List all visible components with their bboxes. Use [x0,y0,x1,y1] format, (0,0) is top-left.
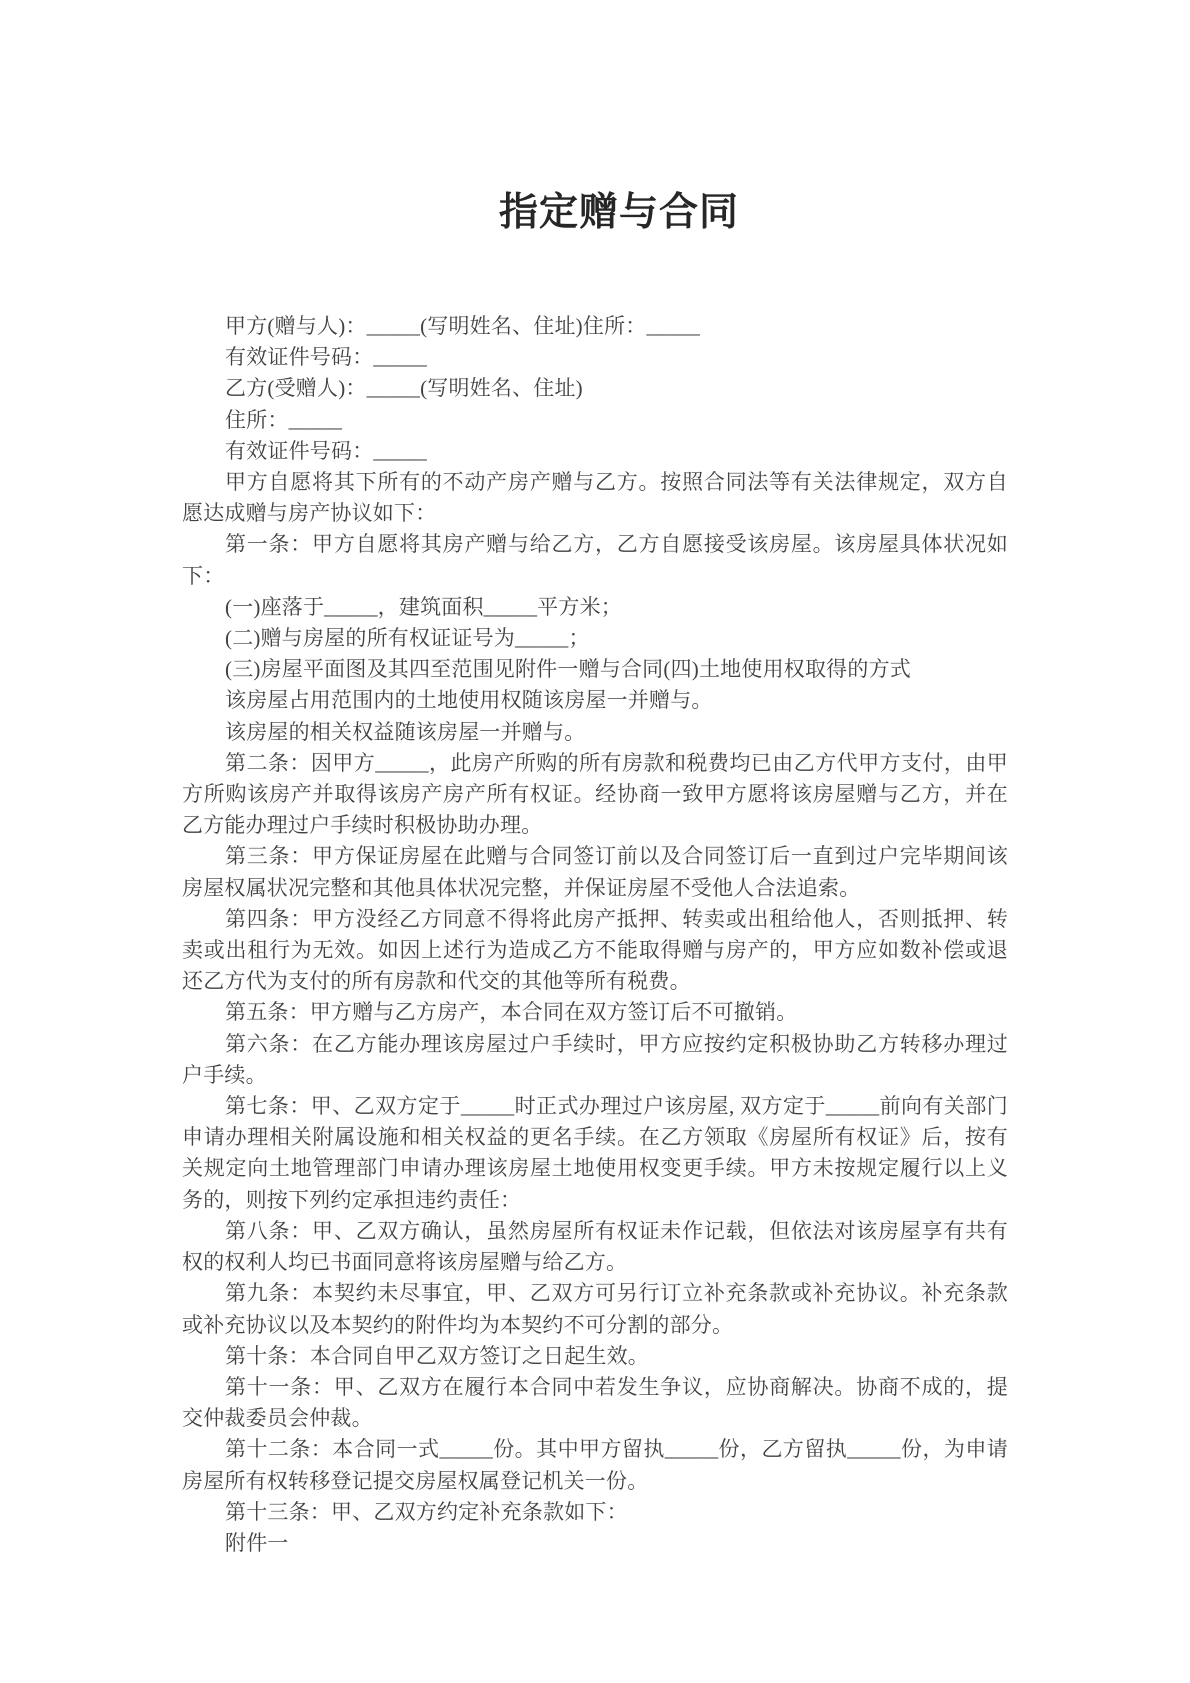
paragraph: (一)座落于_____，建筑面积_____平方米； [225,594,622,619]
paragraph: 第七条：甲、乙双方定于_____时正式办理过户该房屋, 双方定于_____前向有关部门申请办理相关附属设施和相关权益的更名手续。在乙方领取《房屋所有权证》后，按有关规定向土地管理部门申请办理该房屋土地使用权变更手续。甲方未按规定履行以上义务的，则按下列约定承担违约责任： [182,1094,1008,1212]
paragraph: 第二条：因甲方_____，此房产所购的所有房款和税费均已由乙方代甲方支付，由甲方所购该房产并取得该房产房产所有权证。经协商一致甲方愿将该房屋赠与乙方，并在乙方能办理过户手续时积极协助办理。 [182,750,1008,838]
paragraph: 第三条：甲方保证房屋在此赠与合同签订前以及合同签订后一直到过户完毕期间该房屋权属状况完整和其他具体状况完整，并保证房屋不受他人合法追索。 [182,844,1008,900]
paragraph: 甲方自愿将其下所有的不动产房产赠与乙方。按照合同法等有关法律规定，双方自愿达成赠与房产协议如下： [182,470,1008,526]
paragraph: (二)赠与房屋的所有权证证号为_____； [225,626,590,651]
paragraph: 第八条：甲、乙双方确认，虽然房屋所有权证未作记载，但依法对该房屋享有共有权的权利人均已书面同意将该房屋赠与给乙方。 [182,1218,1008,1275]
paragraph: 第十一条：甲、乙双方在履行本合同中若发生争议，应协商解决。协商不成的，提交仲裁委员会仲裁。 [182,1374,1008,1431]
paragraph: 第十条：本合同自甲乙双方签订之日起生效。 [225,1343,649,1368]
paragraph: 第一条：甲方自愿将其房产赠与给乙方，乙方自愿接受该房屋。该房屋具体状况如下： [182,532,1008,588]
paragraph: 有效证件号码：_____ [225,438,427,463]
paragraph: 第十三条：甲、乙双方约定补充条款如下： [225,1499,628,1524]
document-title: 指定赠与合同 [498,191,739,234]
paragraph: 有效证件号码：_____ [225,345,427,370]
paragraph: 第四条：甲方没经乙方同意不得将此房产抵押、转卖或出租给他人，否则抵押、转卖或出租行为无效。如因上述行为造成乙方不能取得赠与房产的，甲方应如数补偿或退还乙方代为支付的所有房款和代交的其他等所有税费。 [182,906,1008,994]
paragraph: 乙方(受赠人)：_____(写明姓名、住址) [225,376,583,401]
paragraph: 第六条：在乙方能办理该房屋过户手续时，甲方应按约定积极协助乙方转移办理过户手续。 [182,1031,1008,1087]
paragraph: 第九条：本契约未尽事宜，甲、乙双方可另行订立补充条款或补充协议。补充条款或补充协议以及本契约的附件均为本契约不可分割的部分。 [182,1281,1008,1337]
paragraph: 该房屋占用范围内的土地使用权随该房屋一并赠与。 [225,688,713,713]
paragraph: 该房屋的相关权益随该房屋一并赠与。 [225,719,586,744]
document-body [182,311,1008,1559]
paragraph: 第五条：甲方赠与乙方房产，本合同在双方签订后不可撤销。 [225,1000,798,1025]
paragraph: 住所：_____ [225,407,343,432]
paragraph: 附件一 [225,1530,289,1555]
paragraph: 甲方(赠与人)：_____(写明姓名、住址)住所：_____ [225,314,700,338]
paragraph: 第十二条：本合同一式_____份。其中甲方留执_____份，乙方留执_____份，为申请房屋所有权转移登记提交房屋权属登记机关一份。 [182,1437,1008,1493]
paragraph: (三)房屋平面图及其四至范围见附件一赠与合同(四)土地使用权取得的方式 [225,657,911,682]
